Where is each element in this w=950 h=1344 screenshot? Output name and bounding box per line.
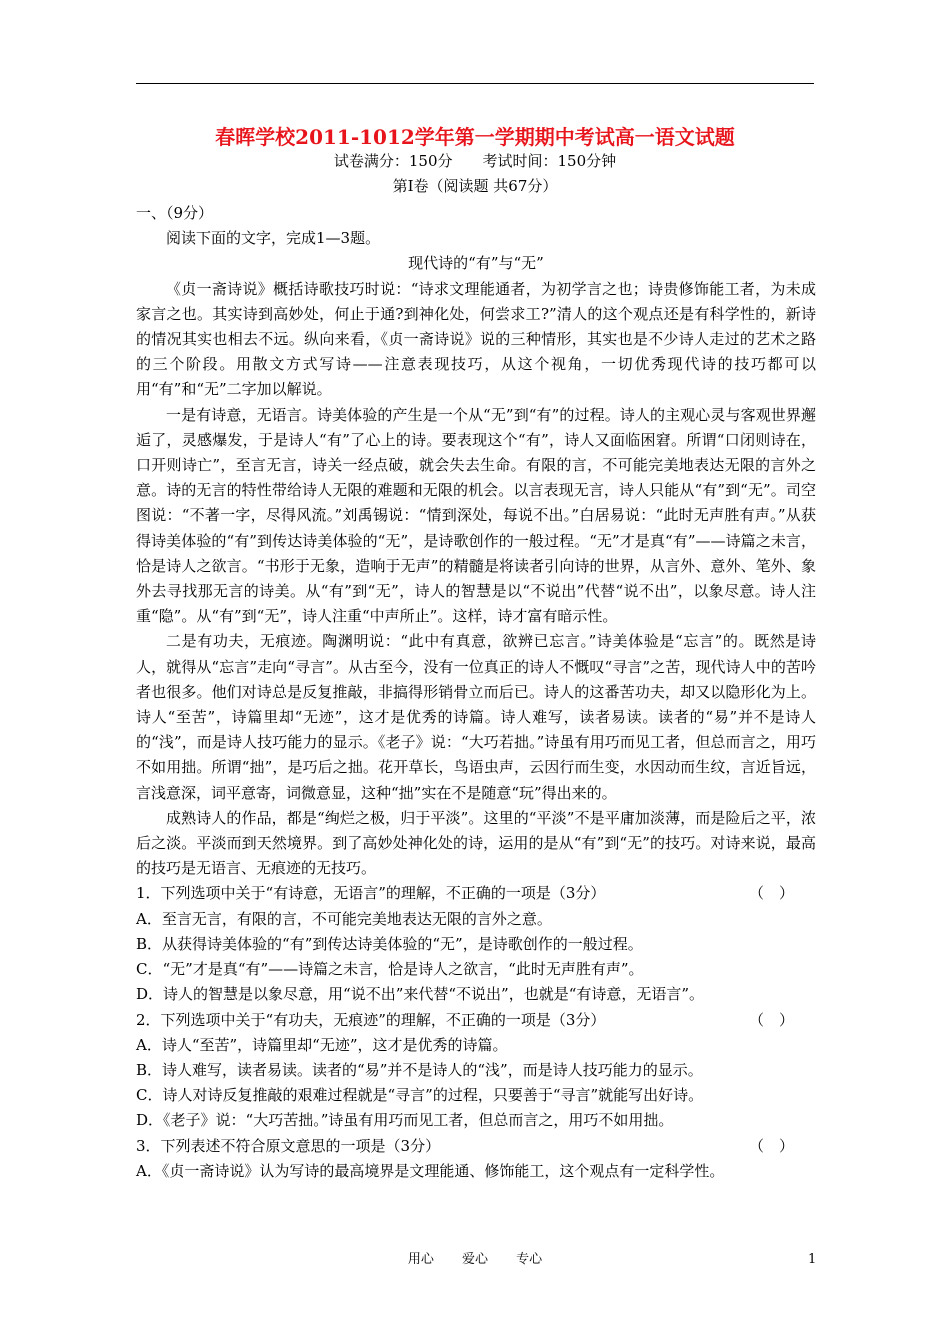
option-item: A．至言无言，有限的言，不可能完美地表达无限的言外之意。 [136,909,552,928]
score-time-line: 试卷满分：150分 考试时间：150分钟 [333,152,617,170]
footer-motto: 爱心 [461,1252,488,1267]
article-paragraph: 一是有诗意，无语言。诗美体验的产生是一个从“无”到“有”的过程。诗人的主观心灵与客观世界邂逅了，灵感爆发，于是诗人“有”了心上的诗。要表现这个“有”，诗人又面临困窘。所谓“口闭则诗在，口开则诗亡”，至言无言，诗关一经点破，就会失去生命。有限的言，不可能完美地表达无限的言外之意。诗的无言的特性带给诗人无限的难题和无限的机会。以言表现无言，诗人只能从“有”到“无”。司空图说：“不著一字，尽得风流。”刘禹锡说：“情到深处，每说不出。”白居易说：“此时无声胜有声。”从获得诗美体验的“有”到传达诗美体验的“无”，是诗歌创作的一般过程。“无”才是真“有”——诗篇之未言，恰是诗人之欲言。“书形于无象，造响于无声”的精髓是将读者引向诗的世界，从言外、意外、笔外、象外去寻找那无言的诗美。从“有”到“无”，诗人的智慧是以“不说出”代替“说不出”，以象尽意。诗人注重“隐”。从“有”到“无”，诗人注重“中声所止”。这样，诗才富有暗示性。 [136,405,816,626]
option-item: C．“无”才是真“有”——诗篇之未言，恰是诗人之欲言，“此时无声胜有声”。 [136,960,644,979]
question-text: 3．下列表述不符合原文意思的一项是（3分） [136,1136,441,1155]
article-title: 现代诗的“有”与“无” [408,254,544,273]
article-paragraph: 成熟诗人的作品，都是“绚烂之极，归于平淡”。这里的“平淡”不是平庸加淡薄，而是险后之平，浓后之淡。平淡而到天然境界。到了高妙处神化处的诗，运用的是从“有”到“无”的技巧。对诗来说，最高的技巧是无语言、无痕迹的无技巧。 [136,808,816,878]
reading-instruction: 阅读下面的文字，完成1—3题。 [166,229,381,248]
option-item: B．诗人难写，读者易读。读者的“易”并不是诗人的“浅”，而是诗人技巧能力的显示。 [136,1060,703,1079]
option-item: C．诗人对诗反复推敲的艰难过程就是“寻言”的过程，只要善于“寻言”就能写出好诗。 [136,1086,704,1105]
volume-heading: 第Ⅰ卷（阅读题 共67分） [392,177,558,195]
header-rule [136,83,814,84]
article-paragraph: 《贞一斋诗说》概括诗歌技巧时说：“诗求文理能通者，为初学言之也；诗贵修饰能工者，为未成家言之也。其实诗到高妙处，何止于通?到神化处，何尝求工?”清人的这个观点还是有科学性的，新诗的情况其实也相去不远。纵向来看，《贞一斋诗说》说的三种情形，其实也是不少诗人走过的艺术之路的三个阶段。用散文方式写诗——注意表现技巧，从这个视角，一切优秀现代诗的技巧都可以用“有”和“无”二字加以解说。 [136,279,816,399]
exam-title: 春晖学校2011-1012学年第一学期期中考试高一语文试题 [215,125,735,149]
page-number: 1 [808,1252,817,1267]
question-text: 1．下列选项中关于“有诗意，无语言”的理解，不正确的一项是（3分） [136,884,606,903]
answer-blank: （ ） [748,1010,794,1029]
answer-blank: （ ） [748,1136,794,1155]
footer-motto: 用心 [407,1252,434,1267]
option-item: D．诗人的智慧是以象尽意，用“说不出”来代替“不说出”，也就是“有诗意，无语言”。 [136,985,705,1004]
article-paragraph: 二是有功夫，无痕迹。陶渊明说：“此中有真意，欲辨已忘言。”诗美体验是“忘言”的。既然是诗人，就得从“忘言”走向“寻言”。从古至今，没有一位真正的诗人不慨叹“寻言”之苦，现代诗人中的苦吟者也很多。他们对诗总是反复推敲，非搞得形销骨立而后已。诗人的这番苦功夫，却又以隐形化为上。诗人“至苦”，诗篇里却“无迹”，这才是优秀的诗篇。诗人难写，读者易读。读者的“易”并不是诗人的“浅”，而是诗人技巧能力的显示。《老子》说：“大巧若拙。”诗虽有用巧而见工者，但总而言之，用巧不如用拙。所谓“拙”，是巧后之拙。花开草长，鸟语虫声，云因行而生变，水因动而生纹，言近旨远，言浅意深，词平意寄，词微意显，这种“拙”实在不是随意“玩”得出来的。 [136,632,816,802]
question-text: 2．下列选项中关于“有功夫，无痕迹”的理解，不正确的一项是（3分） [136,1010,606,1029]
question-2-stem [136,1008,816,1033]
question-1-stem [136,881,816,906]
option-item: B．从获得诗美体验的“有”到传达诗美体验的“无”，是诗歌创作的一般过程。 [136,934,643,953]
option-item: A．《贞一斋诗说》认为写诗的最高境界是文理能通、修饰能工，这个观点有一定科学性。 [136,1161,725,1180]
answer-blank: （ ） [748,884,794,903]
option-item: A．诗人“至苦”，诗篇里却“无迹”，这才是优秀的诗篇。 [136,1035,508,1054]
footer-motto: 专心 [516,1252,543,1267]
exam-body [136,201,816,1184]
option-item: D．《老子》说：“大巧苦拙。”诗虽有用巧而见工者，但总而言之，用巧不如用拙。 [136,1111,674,1130]
question-3-stem [136,1134,816,1159]
section-heading: 一、（9分） [136,204,214,222]
